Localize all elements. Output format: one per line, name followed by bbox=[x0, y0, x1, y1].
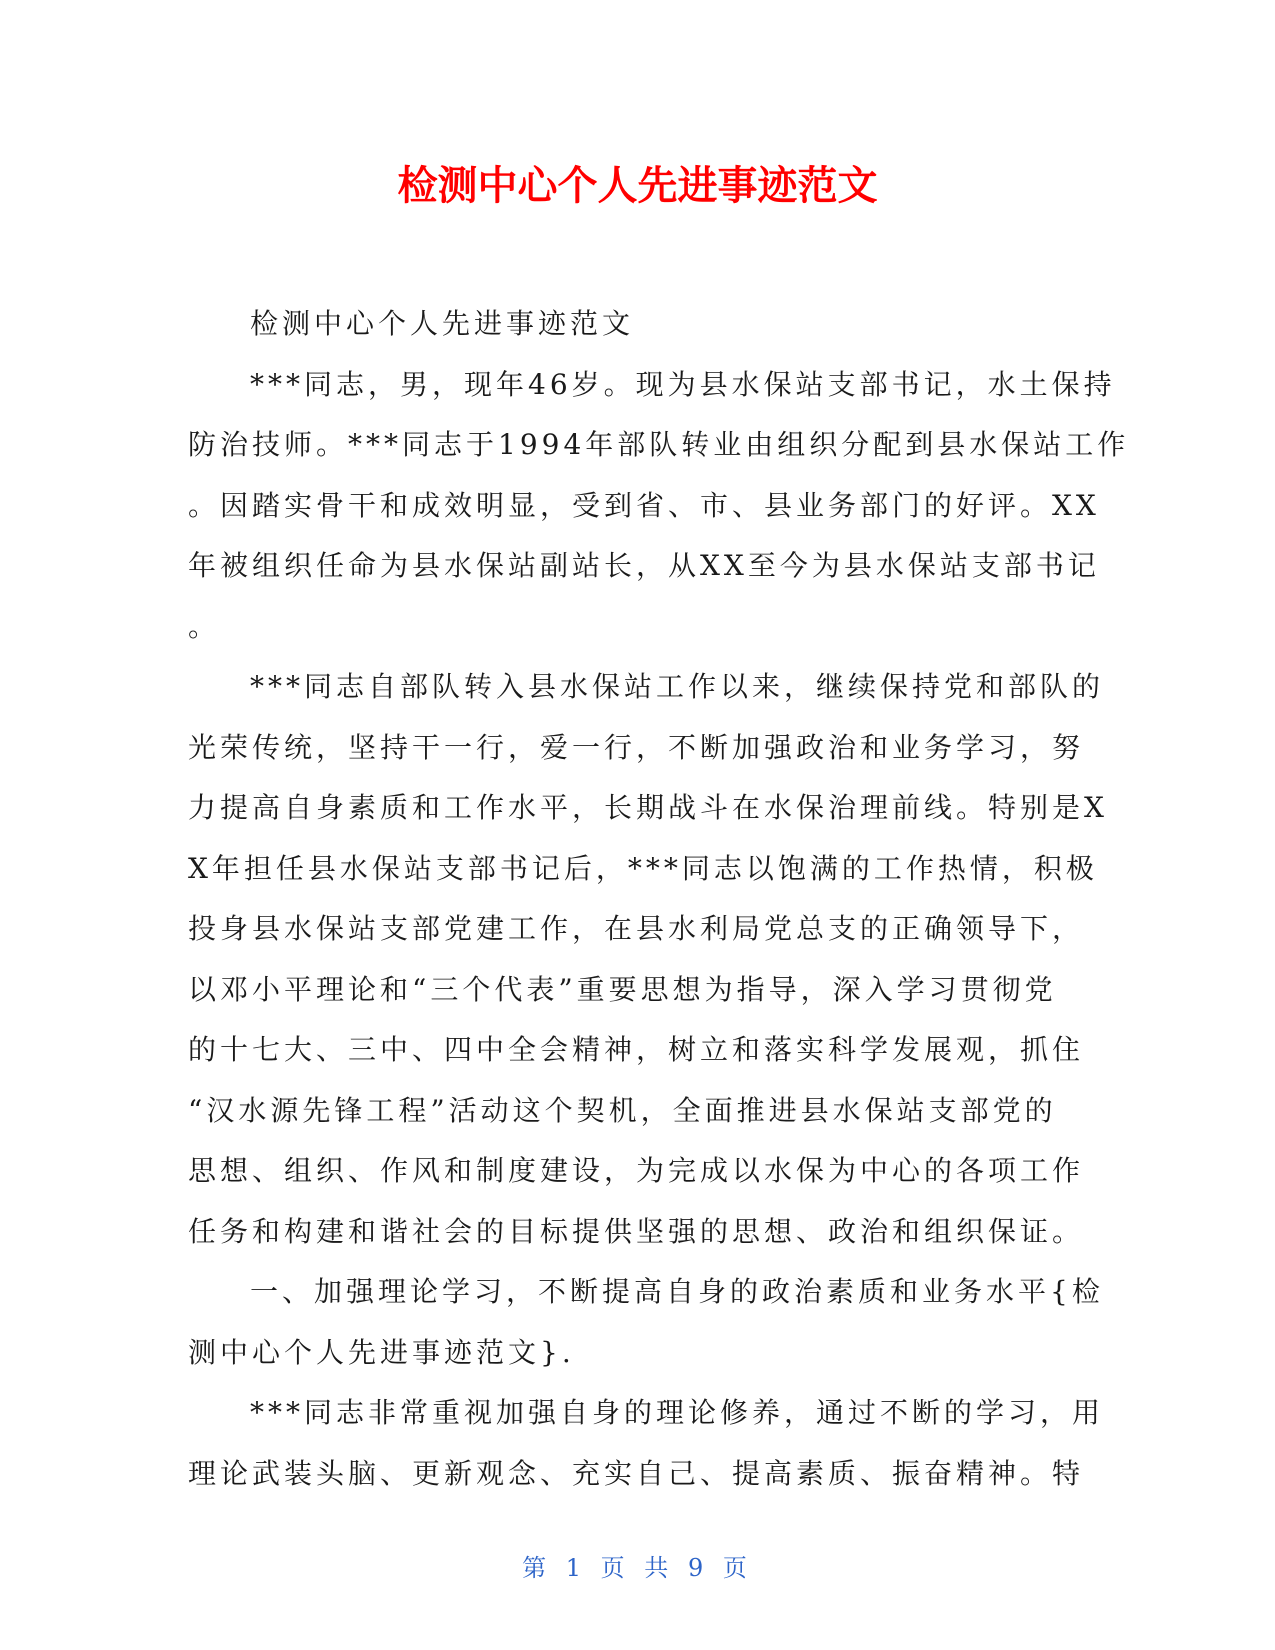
text-line: ***同志自部队转入县水保站工作以来，继续保持党和部队的 bbox=[250, 670, 1105, 703]
text-line: ***同志非常重视加强自身的理论修养，通过不断的学习，用 bbox=[250, 1396, 1105, 1429]
text-line: 任务和构建和谐社会的目标提供坚强的思想、政治和组织保证。 bbox=[188, 1214, 1085, 1248]
text-line: 。因踏实骨干和成效明显，受到省、市、县业务部门的好评。XX bbox=[188, 488, 1100, 522]
text-line: X年担任县水保站支部书记后，***同志以饱满的工作热情，积极 bbox=[188, 851, 1098, 885]
text-line: 的十七大、三中、四中全会精神，树立和落实科学发展观，抓住 bbox=[188, 1033, 1085, 1066]
text-line: 检测中心个人先进事迹范文 bbox=[250, 307, 635, 340]
text-line: ***同志，男，现年46岁。现为县水保站支部书记，水土保持 bbox=[250, 367, 1116, 401]
text-line: 光荣传统，坚持干一行，爱一行，不断加强政治和业务学习，努 bbox=[188, 730, 1085, 764]
page-footer: 第 1 页 共 9 页 bbox=[522, 1554, 753, 1582]
document-body bbox=[188, 294, 1130, 1504]
text-line: 测中心个人先进事迹范文}. bbox=[188, 1335, 575, 1369]
text-line: 思想、组织、作风和制度建设，为完成以水保为中心的各项工作 bbox=[188, 1154, 1085, 1187]
document-title: 检测中心个人先进事迹范文 bbox=[397, 163, 878, 209]
text-line: 理论武装头脑、更新观念、充实自己、提高素质、振奋精神。特 bbox=[188, 1456, 1085, 1490]
text-line: 以邓小平理论和“三个代表”重要思想为指导，深入学习贯彻党 bbox=[188, 972, 1057, 1006]
text-line: 防治技师。***同志于1994年部队转业由组织分配到县水保站工作 bbox=[188, 428, 1130, 461]
text-line: “汉水源先锋工程”活动这个契机，全面推进县水保站支部党的 bbox=[188, 1093, 1057, 1127]
text-line: 年被组织任命为县水保站副站长，从XX至今为县水保站支部书记 bbox=[188, 549, 1100, 582]
text-line: 投身县水保站支部党建工作，在县水利局党总支的正确领导下， bbox=[188, 912, 1085, 945]
text-line: 一、加强理论学习，不断提高自身的政治素质和业务水平{检 bbox=[250, 1275, 1104, 1308]
text-line: 力提高自身素质和工作水平，长期战斗在水保治理前线。特别是X bbox=[188, 791, 1108, 824]
text-line: 。 bbox=[188, 609, 221, 643]
